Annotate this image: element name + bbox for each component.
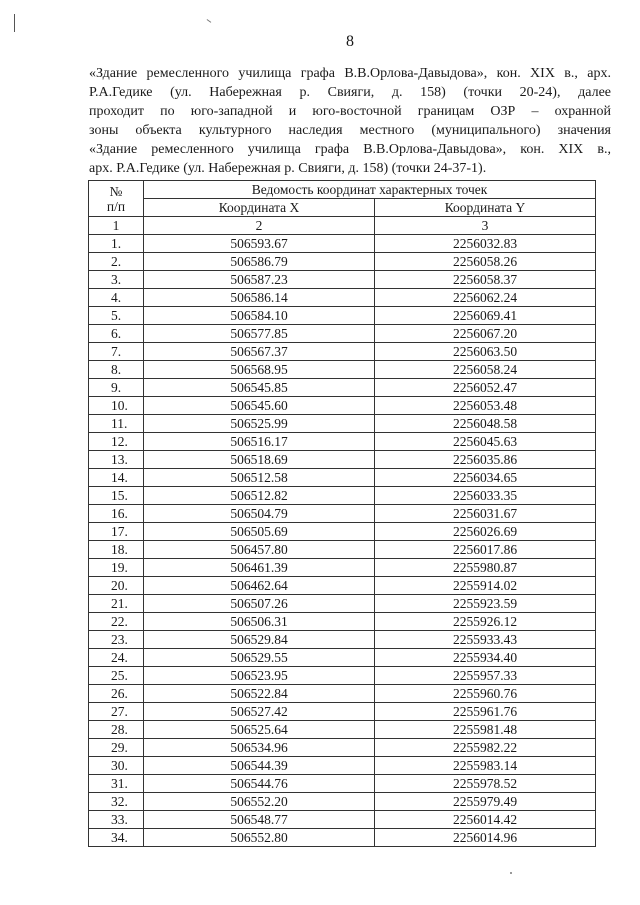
table-row: [89, 433, 596, 451]
table-row: [89, 793, 596, 811]
coordinate-x-cell: 506507.26: [144, 595, 375, 613]
point-number-cell: 12.: [89, 433, 144, 451]
coordinate-y-cell: 2256033.35: [375, 487, 596, 505]
coordinate-x-cell: 506522.84: [144, 685, 375, 703]
coordinate-x-cell: 506552.20: [144, 793, 375, 811]
column-index-cell: 2: [144, 217, 375, 235]
point-number-cell: 30.: [89, 757, 144, 775]
coordinate-y-cell: 2256053.48: [375, 397, 596, 415]
scan-artifact: [510, 872, 512, 874]
coordinate-x-cell: 506567.37: [144, 343, 375, 361]
coordinate-x-cell: 506534.96: [144, 739, 375, 757]
intro-line: «Здание ремесленного училища графа В.В.Орлова-Давыдова», кон. XIX в., арх.: [89, 66, 611, 81]
coordinate-x-cell: 506506.31: [144, 613, 375, 631]
column-index-cell: 3: [375, 217, 596, 235]
coordinate-y-cell: 2255982.22: [375, 739, 596, 757]
coordinate-x-cell: 506504.79: [144, 505, 375, 523]
table-row: [89, 721, 596, 739]
table-row: [89, 325, 596, 343]
coordinate-x-cell: 506544.76: [144, 775, 375, 793]
coordinate-y-cell: 2256062.24: [375, 289, 596, 307]
table-row: [89, 829, 596, 847]
point-number-cell: 28.: [89, 721, 144, 739]
coordinate-y-cell: 2255961.76: [375, 703, 596, 721]
coordinate-x-cell: 506529.84: [144, 631, 375, 649]
coordinate-y-cell: 2255926.12: [375, 613, 596, 631]
coordinate-y-cell: 2256032.83: [375, 235, 596, 253]
coordinate-x-cell: 506552.80: [144, 829, 375, 847]
coordinate-x-cell: 506544.39: [144, 757, 375, 775]
coordinate-y-cell: 2256031.67: [375, 505, 596, 523]
intro-line: Р.А.Гедике (ул. Набережная р. Свияги, д. 158) (точки 20-24), далее: [89, 85, 611, 100]
table-row: [89, 271, 596, 289]
point-number-cell: 23.: [89, 631, 144, 649]
table-row: [89, 451, 596, 469]
column-header-number: [89, 181, 144, 217]
coordinate-x-cell: 506529.55: [144, 649, 375, 667]
coordinate-y-cell: 2256014.42: [375, 811, 596, 829]
coordinate-x-cell: 506568.95: [144, 361, 375, 379]
coordinate-x-cell: 506586.79: [144, 253, 375, 271]
coordinate-x-cell: 506593.67: [144, 235, 375, 253]
table-row: [89, 523, 596, 541]
scan-artifact: [204, 19, 212, 27]
point-number-cell: 5.: [89, 307, 144, 325]
coordinate-y-cell: 2256034.65: [375, 469, 596, 487]
column-header-y: Координата Y: [375, 199, 596, 217]
coordinate-x-cell: 506525.64: [144, 721, 375, 739]
intro-line: проходит по юго-западной и юго-восточной границам ОЗР – охранной: [89, 104, 611, 119]
coordinates-table: [88, 180, 596, 847]
table-row: [89, 757, 596, 775]
coordinate-y-cell: 2255979.49: [375, 793, 596, 811]
table-row: [89, 289, 596, 307]
point-number-cell: 34.: [89, 829, 144, 847]
coordinate-y-cell: 2255957.33: [375, 667, 596, 685]
point-number-cell: 16.: [89, 505, 144, 523]
table-row: [89, 397, 596, 415]
table-row: [89, 811, 596, 829]
point-number-cell: 21.: [89, 595, 144, 613]
coordinate-y-cell: 2255960.76: [375, 685, 596, 703]
coordinate-x-cell: 506518.69: [144, 451, 375, 469]
point-number-cell: 32.: [89, 793, 144, 811]
column-index-cell: 1: [89, 217, 144, 235]
table-row: [89, 703, 596, 721]
coordinate-y-cell: 2255980.87: [375, 559, 596, 577]
point-number-cell: 3.: [89, 271, 144, 289]
table-body: [89, 235, 596, 847]
intro-line: арх. Р.А.Гедике (ул. Набережная р. Свияги, д. 158) (точки 24-37-1).: [89, 161, 487, 176]
table-row: [89, 469, 596, 487]
point-number-cell: 2.: [89, 253, 144, 271]
column-header-x: Координата X: [144, 199, 375, 217]
coordinate-y-cell: 2256026.69: [375, 523, 596, 541]
point-number-cell: 9.: [89, 379, 144, 397]
table-row: [89, 667, 596, 685]
coordinate-x-cell: 506516.17: [144, 433, 375, 451]
point-number-cell: 18.: [89, 541, 144, 559]
point-number-cell: 10.: [89, 397, 144, 415]
coordinate-x-cell: 506545.85: [144, 379, 375, 397]
coordinate-x-cell: 506548.77: [144, 811, 375, 829]
point-number-cell: 15.: [89, 487, 144, 505]
point-number-cell: 27.: [89, 703, 144, 721]
page-number: 8: [346, 33, 354, 50]
table-row: [89, 505, 596, 523]
table-row: [89, 739, 596, 757]
header-num-abbrev: п/п: [106, 198, 126, 214]
coordinate-x-cell: 506577.85: [144, 325, 375, 343]
coordinate-y-cell: 2255914.02: [375, 577, 596, 595]
table-row: [89, 631, 596, 649]
coordinate-x-cell: 506461.39: [144, 559, 375, 577]
point-number-cell: 29.: [89, 739, 144, 757]
table-row: [89, 559, 596, 577]
coordinate-y-cell: 2256014.96: [375, 829, 596, 847]
intro-line: «Здание ремесленного училища графа В.В.Орлова-Давыдова», кон. XIX в.,: [89, 142, 611, 157]
table-row: [89, 685, 596, 703]
table-row: [89, 613, 596, 631]
coordinate-x-cell: 506512.58: [144, 469, 375, 487]
point-number-cell: 26.: [89, 685, 144, 703]
table-row: [89, 307, 596, 325]
point-number-cell: 24.: [89, 649, 144, 667]
coordinate-x-cell: 506525.99: [144, 415, 375, 433]
table-group-title: Ведомость координат характерных точек: [144, 181, 596, 199]
table-row: [89, 361, 596, 379]
coordinate-y-cell: 2256035.86: [375, 451, 596, 469]
scan-artifact: [14, 14, 15, 32]
coordinate-x-cell: 506523.95: [144, 667, 375, 685]
point-number-cell: 6.: [89, 325, 144, 343]
header-num-symbol: №: [109, 183, 123, 199]
point-number-cell: 4.: [89, 289, 144, 307]
point-number-cell: 7.: [89, 343, 144, 361]
point-number-cell: 8.: [89, 361, 144, 379]
coordinate-y-cell: 2256058.37: [375, 271, 596, 289]
point-number-cell: 22.: [89, 613, 144, 631]
coordinate-x-cell: 506527.42: [144, 703, 375, 721]
table-row: [89, 595, 596, 613]
coordinate-y-cell: 2256067.20: [375, 325, 596, 343]
point-number-cell: 19.: [89, 559, 144, 577]
table-row: [89, 775, 596, 793]
intro-paragraph: [89, 64, 611, 178]
coordinate-y-cell: 2256063.50: [375, 343, 596, 361]
coordinate-y-cell: 2256069.41: [375, 307, 596, 325]
table-row: [89, 379, 596, 397]
coordinate-x-cell: 506586.14: [144, 289, 375, 307]
point-number-cell: 1.: [89, 235, 144, 253]
point-number-cell: 25.: [89, 667, 144, 685]
point-number-cell: 20.: [89, 577, 144, 595]
point-number-cell: 11.: [89, 415, 144, 433]
table-row: [89, 541, 596, 559]
coordinate-y-cell: 2256045.63: [375, 433, 596, 451]
table-row: [89, 577, 596, 595]
coordinate-x-cell: 506587.23: [144, 271, 375, 289]
coordinate-y-cell: 2256052.47: [375, 379, 596, 397]
coordinate-x-cell: 506545.60: [144, 397, 375, 415]
coordinate-y-cell: 2256058.24: [375, 361, 596, 379]
coordinate-x-cell: 506505.69: [144, 523, 375, 541]
table-row: [89, 235, 596, 253]
point-number-cell: 17.: [89, 523, 144, 541]
coordinate-y-cell: 2256058.26: [375, 253, 596, 271]
coordinate-y-cell: 2255983.14: [375, 757, 596, 775]
coordinate-x-cell: 506584.10: [144, 307, 375, 325]
table-row: [89, 415, 596, 433]
coordinate-y-cell: 2256017.86: [375, 541, 596, 559]
table-row: [89, 487, 596, 505]
intro-line: зоны объекта культурного наследия местного (муниципального) значения: [89, 123, 611, 138]
table-row: [89, 253, 596, 271]
point-number-cell: 13.: [89, 451, 144, 469]
coordinate-y-cell: 2255923.59: [375, 595, 596, 613]
point-number-cell: 14.: [89, 469, 144, 487]
coordinate-y-cell: 2255978.52: [375, 775, 596, 793]
coordinate-y-cell: 2256048.58: [375, 415, 596, 433]
point-number-cell: 33.: [89, 811, 144, 829]
coordinate-x-cell: 506512.82: [144, 487, 375, 505]
coordinate-x-cell: 506462.64: [144, 577, 375, 595]
coordinate-y-cell: 2255981.48: [375, 721, 596, 739]
coordinate-y-cell: 2255933.43: [375, 631, 596, 649]
coordinate-x-cell: 506457.80: [144, 541, 375, 559]
point-number-cell: 31.: [89, 775, 144, 793]
table-row: [89, 343, 596, 361]
coordinate-y-cell: 2255934.40: [375, 649, 596, 667]
table-row: [89, 649, 596, 667]
